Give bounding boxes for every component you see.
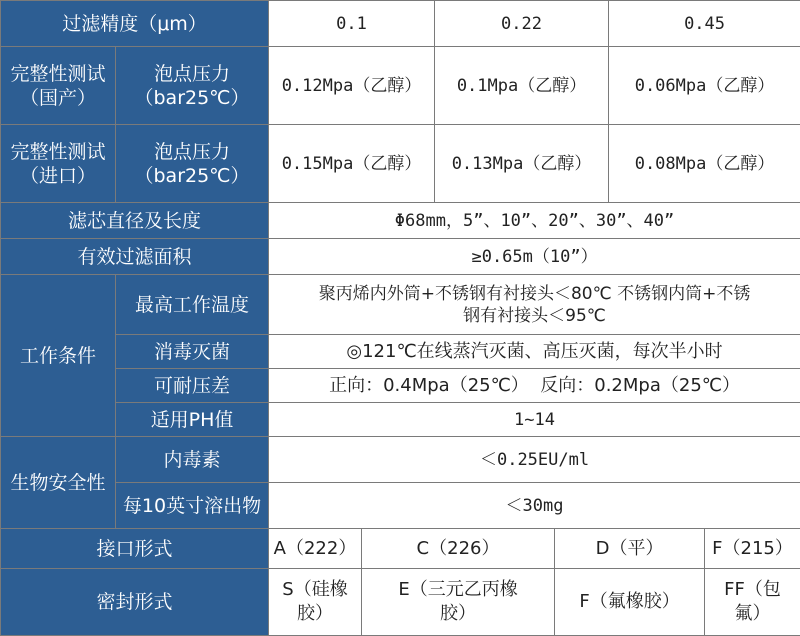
row-filtration-precision bbox=[1, 1, 800, 47]
bubble-point-imported-value-1: 0.15Mpa（乙醇） bbox=[269, 125, 435, 203]
endotoxin-label: 内毒素 bbox=[116, 437, 269, 483]
seal-value-4 bbox=[705, 569, 800, 636]
seal-value-3-line1: F（氟橡胶） bbox=[558, 590, 701, 614]
filtration-precision-label: 过滤精度（μm） bbox=[1, 1, 269, 47]
bubble-point-domestic-value-3: 0.06Mpa（乙醇） bbox=[609, 47, 800, 125]
precision-value-2: 0.22 bbox=[435, 1, 609, 47]
seal-value-4-line1: FF（包 bbox=[708, 578, 797, 602]
max-temperature-value bbox=[269, 275, 800, 335]
row-connector-type bbox=[1, 529, 800, 569]
extractables-value: ＜30mg bbox=[269, 483, 800, 529]
seal-value-2-line2: 胶） bbox=[365, 602, 551, 626]
seal-value-1-line1: S（硅橡 bbox=[272, 578, 358, 602]
seal-value-3 bbox=[555, 569, 705, 636]
row-extractables bbox=[1, 483, 800, 529]
integrity-domestic-label-line2: （国产） bbox=[4, 86, 112, 110]
row-pressure-differential bbox=[1, 369, 800, 403]
integrity-imported-label bbox=[1, 125, 116, 203]
precision-value-1: 0.1 bbox=[269, 1, 435, 47]
bubble-point-domestic-line1: 泡点压力 bbox=[119, 62, 265, 86]
integrity-domestic-label-line1: 完整性测试 bbox=[4, 62, 112, 86]
bubble-point-domestic-line2: （bar25℃） bbox=[119, 86, 265, 110]
row-endotoxin bbox=[1, 437, 800, 483]
working-conditions-label: 工作条件 bbox=[1, 275, 116, 437]
extractables-label: 每10英寸溶出物 bbox=[116, 483, 269, 529]
bubble-point-imported-value-2: 0.13Mpa（乙醇） bbox=[435, 125, 609, 203]
biosafety-label: 生物安全性 bbox=[1, 437, 116, 529]
cartridge-size-label: 滤芯直径及长度 bbox=[1, 203, 269, 239]
bubble-point-imported-line1: 泡点压力 bbox=[119, 140, 265, 164]
row-integrity-domestic bbox=[1, 47, 800, 125]
ph-range-label: 适用PH值 bbox=[116, 403, 269, 437]
row-max-temperature bbox=[1, 275, 800, 335]
connector-value-2: C（226） bbox=[362, 529, 555, 569]
bubble-point-imported-line2: （bar25℃） bbox=[119, 164, 265, 188]
connector-value-1: A（222） bbox=[269, 529, 362, 569]
integrity-imported-label-line1: 完整性测试 bbox=[4, 140, 112, 164]
max-temperature-label: 最高工作温度 bbox=[116, 275, 269, 335]
pressure-differential-label: 可耐压差 bbox=[116, 369, 269, 403]
effective-area-value: ≥0.65m（10”） bbox=[269, 239, 800, 275]
connector-type-label: 接口形式 bbox=[1, 529, 269, 569]
seal-value-4-line2: 氟） bbox=[708, 602, 797, 626]
seal-value-1 bbox=[269, 569, 362, 636]
bubble-point-domestic-value-2: 0.1Mpa（乙醇） bbox=[435, 47, 609, 125]
endotoxin-value: ＜0.25EU/ml bbox=[269, 437, 800, 483]
pressure-differential-value: 正向：0.4Mpa（25℃） 反向：0.2Mpa（25℃） bbox=[269, 369, 800, 403]
max-temperature-line2: 钢有衬接头＜95℃ bbox=[272, 305, 797, 327]
cartridge-size-value: Φ68mm，5”、10”、20”、30”、40” bbox=[269, 203, 800, 239]
row-sterilization bbox=[1, 335, 800, 369]
effective-area-label: 有效过滤面积 bbox=[1, 239, 269, 275]
seal-type-label: 密封形式 bbox=[1, 569, 269, 636]
sterilization-label: 消毒灭菌 bbox=[116, 335, 269, 369]
row-seal-type bbox=[1, 569, 800, 636]
connector-value-4: F（215） bbox=[705, 529, 800, 569]
row-integrity-imported bbox=[1, 125, 800, 203]
row-ph-range bbox=[1, 403, 800, 437]
row-effective-area bbox=[1, 239, 800, 275]
seal-value-1-line2: 胶） bbox=[272, 602, 358, 626]
seal-value-2-line1: E（三元乙丙橡 bbox=[365, 578, 551, 602]
connector-value-3: D（平） bbox=[555, 529, 705, 569]
bubble-point-imported-label bbox=[116, 125, 269, 203]
bubble-point-imported-value-3: 0.08Mpa（乙醇） bbox=[609, 125, 800, 203]
bubble-point-domestic-value-1: 0.12Mpa（乙醇） bbox=[269, 47, 435, 125]
sterilization-value: ◎121℃在线蒸汽灭菌、高压灭菌，每次半小时 bbox=[269, 335, 800, 369]
ph-range-value: 1~14 bbox=[269, 403, 800, 437]
precision-value-3: 0.45 bbox=[609, 1, 800, 47]
bubble-point-domestic-label bbox=[116, 47, 269, 125]
max-temperature-line1: 聚丙烯内外筒+不锈钢有衬接头＜80℃ 不锈钢内筒+不锈 bbox=[272, 283, 797, 305]
integrity-domestic-label bbox=[1, 47, 116, 125]
integrity-imported-label-line2: （进口） bbox=[4, 164, 112, 188]
row-cartridge-size bbox=[1, 203, 800, 239]
seal-value-2 bbox=[362, 569, 555, 636]
